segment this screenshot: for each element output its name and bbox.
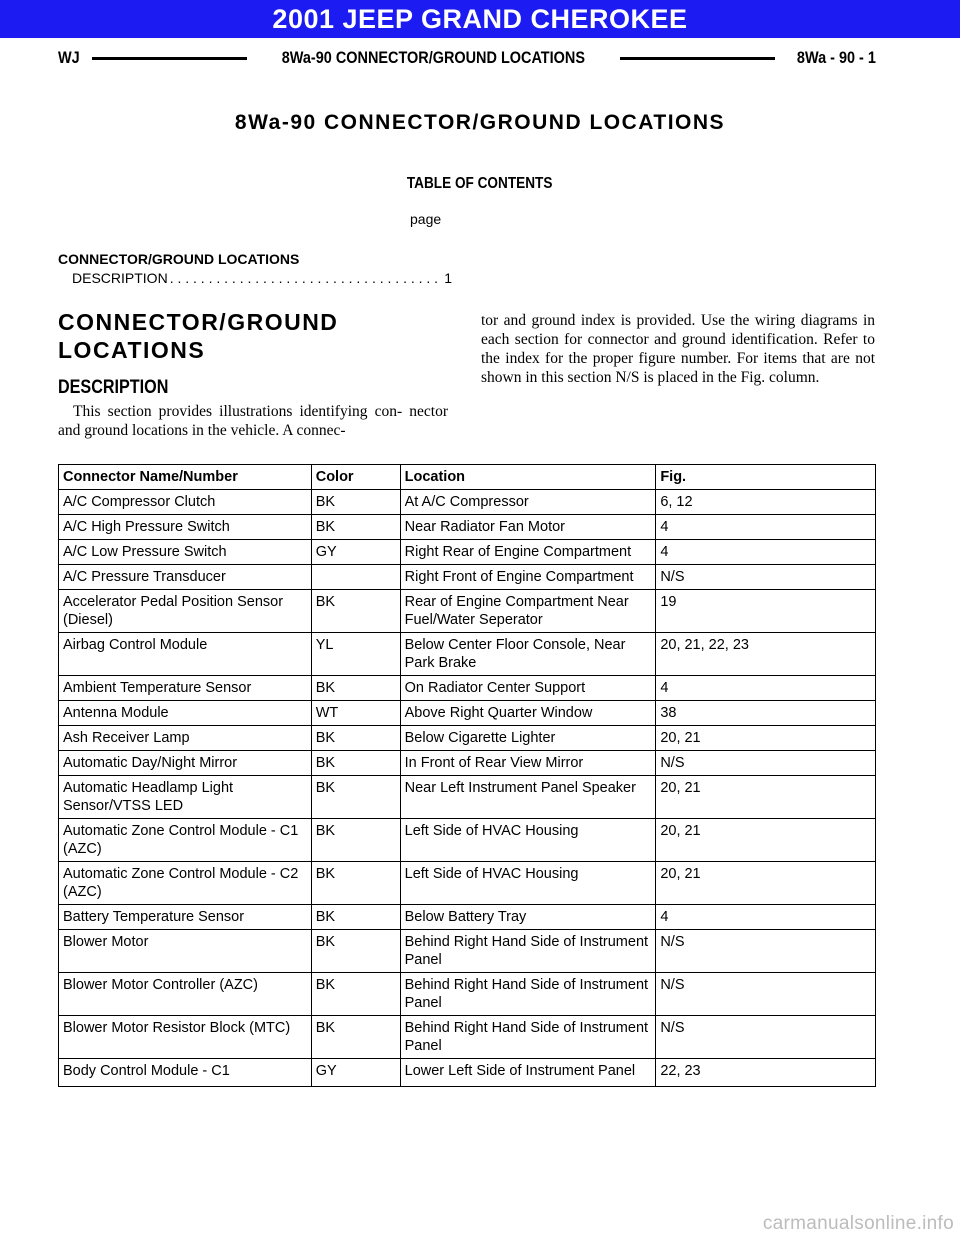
cell-fig: N/S: [656, 1016, 876, 1059]
cell-name: A/C Compressor Clutch: [59, 490, 312, 515]
table-row: [59, 701, 876, 726]
cell-location: Behind Right Hand Side of Instrument Panel: [400, 973, 656, 1016]
toc-entry-page: 1: [444, 270, 452, 286]
cell-name: Body Control Module - C1: [59, 1059, 312, 1087]
cell-color: BK: [311, 751, 400, 776]
cell-name: Blower Motor Resistor Block (MTC): [59, 1016, 312, 1059]
table-header-row: [59, 465, 876, 490]
cell-color: BK: [311, 726, 400, 751]
cell-color: BK: [311, 862, 400, 905]
cell-color: BK: [311, 490, 400, 515]
toc-page-label: page: [410, 211, 442, 227]
description-paragraph-right: tor and ground index is provided. Use the wiring diagrams in each section for connector and ground identification. Refer to the index for the proper figure number. For items that are not shown in this section N/S is placed in the Fig. column.: [481, 312, 875, 386]
cell-location: At A/C Compressor: [400, 490, 656, 515]
cell-color: GY: [311, 1059, 400, 1087]
cell-color: BK: [311, 973, 400, 1016]
cell-location: Below Cigarette Lighter: [400, 726, 656, 751]
table-body: [59, 490, 876, 1087]
table-row: [59, 676, 876, 701]
header-rule-right: [620, 57, 775, 60]
cell-name: A/C High Pressure Switch: [59, 515, 312, 540]
table-row: [59, 751, 876, 776]
cell-fig: 20, 21: [656, 776, 876, 819]
cell-location: Below Center Floor Console, Near Park Brake: [400, 633, 656, 676]
cell-fig: 20, 21: [656, 862, 876, 905]
cell-name: Ambient Temperature Sensor: [59, 676, 312, 701]
cell-name: A/C Pressure Transducer: [59, 565, 312, 590]
table-row: [59, 776, 876, 819]
cell-name: Automatic Day/Night Mirror: [59, 751, 312, 776]
cell-color: GY: [311, 540, 400, 565]
document-title: 8Wa-90 CONNECTOR/GROUND LOCATIONS: [234, 111, 726, 134]
table-row: [59, 590, 876, 633]
section-heading: CONNECTOR/GROUND LOCATIONS: [58, 309, 339, 363]
cell-fig: 6, 12: [656, 490, 876, 515]
cell-fig: 20, 21: [656, 726, 876, 751]
watermark-text: carmanualsonline.info: [762, 1213, 954, 1234]
table-row: [59, 973, 876, 1016]
cell-fig: 4: [656, 540, 876, 565]
cell-color: BK: [311, 515, 400, 540]
cell-color: BK: [311, 676, 400, 701]
table-row: [59, 1016, 876, 1059]
cell-location: Behind Right Hand Side of Instrument Panel: [400, 1016, 656, 1059]
running-header-right: 8Wa - 90 - 1: [797, 48, 876, 67]
cell-location: Near Radiator Fan Motor: [400, 515, 656, 540]
cell-location: On Radiator Center Support: [400, 676, 656, 701]
col-header-fig: Fig.: [656, 465, 876, 490]
table-row: [59, 633, 876, 676]
cell-color: BK: [311, 905, 400, 930]
running-header: [58, 44, 876, 72]
table-row: [59, 930, 876, 973]
col-header-name: Connector Name/Number: [59, 465, 312, 490]
cell-location: Right Front of Engine Compartment: [400, 565, 656, 590]
cell-location: Below Battery Tray: [400, 905, 656, 930]
cell-name: Automatic Zone Control Module - C2 (AZC): [59, 862, 312, 905]
cell-fig: 19: [656, 590, 876, 633]
cell-location: Left Side of HVAC Housing: [400, 862, 656, 905]
cell-fig: 4: [656, 905, 876, 930]
cell-color: YL: [311, 633, 400, 676]
cell-name: A/C Low Pressure Switch: [59, 540, 312, 565]
cell-name: Battery Temperature Sensor: [59, 905, 312, 930]
toc-leader-dots: [170, 270, 443, 286]
cell-fig: 22, 23: [656, 1059, 876, 1087]
cell-fig: 4: [656, 515, 876, 540]
cell-location: Lower Left Side of Instrument Panel: [400, 1059, 656, 1087]
cell-name: Blower Motor Controller (AZC): [59, 973, 312, 1016]
cell-color: WT: [311, 701, 400, 726]
cell-location: Right Rear of Engine Compartment: [400, 540, 656, 565]
cell-name: Automatic Zone Control Module - C1 (AZC): [59, 819, 312, 862]
cell-name: Ash Receiver Lamp: [59, 726, 312, 751]
table-row: [59, 1059, 876, 1087]
running-header-center: 8Wa-90 CONNECTOR/GROUND LOCATIONS: [281, 48, 585, 67]
cell-location: In Front of Rear View Mirror: [400, 751, 656, 776]
cell-color: BK: [311, 590, 400, 633]
table-row: [59, 819, 876, 862]
connector-table: [58, 464, 876, 1087]
table-row: [59, 515, 876, 540]
table-row: [59, 540, 876, 565]
toc-heading: [0, 175, 960, 193]
table-row: [59, 726, 876, 751]
running-header-left: WJ: [58, 48, 80, 67]
cell-name: Airbag Control Module: [59, 633, 312, 676]
table-row: [59, 905, 876, 930]
table-row: [59, 862, 876, 905]
table-row: [59, 490, 876, 515]
cell-fig: N/S: [656, 973, 876, 1016]
toc-entry-label: DESCRIPTION: [72, 270, 168, 286]
cell-fig: N/S: [656, 565, 876, 590]
cell-color: BK: [311, 776, 400, 819]
page-banner: 2001 JEEP GRAND CHEROKEE: [0, 0, 960, 38]
table-row: [59, 565, 876, 590]
subsection-heading-text: DESCRIPTION: [58, 377, 169, 398]
description-paragraph-left: This section provides illustrations identifying con- nector and ground locations in the vehicle. A connec-: [58, 403, 448, 439]
cell-name: Automatic Headlamp Light Sensor/VTSS LED: [59, 776, 312, 819]
cell-location: Near Left Instrument Panel Speaker: [400, 776, 656, 819]
col-header-location: Location: [400, 465, 656, 490]
cell-name: Antenna Module: [59, 701, 312, 726]
cell-location: Behind Right Hand Side of Instrument Panel: [400, 930, 656, 973]
cell-color: BK: [311, 930, 400, 973]
cell-fig: N/S: [656, 930, 876, 973]
cell-name: Accelerator Pedal Position Sensor (Diesel): [59, 590, 312, 633]
cell-fig: N/S: [656, 751, 876, 776]
cell-color: BK: [311, 819, 400, 862]
cell-color: [311, 565, 400, 590]
cell-name: Blower Motor: [59, 930, 312, 973]
cell-fig: 20, 21, 22, 23: [656, 633, 876, 676]
cell-color: BK: [311, 1016, 400, 1059]
cell-fig: 4: [656, 676, 876, 701]
cell-location: Above Right Quarter Window: [400, 701, 656, 726]
cell-location: Rear of Engine Compartment Near Fuel/Water Seperator: [400, 590, 656, 633]
header-rule-left: [92, 57, 247, 60]
cell-location: Left Side of HVAC Housing: [400, 819, 656, 862]
cell-fig: 38: [656, 701, 876, 726]
toc-entry-description[interactable]: [72, 270, 452, 286]
toc-heading-text: TABLE OF CONTENTS: [407, 175, 553, 192]
toc-section: CONNECTOR/GROUND LOCATIONS: [58, 251, 300, 267]
col-header-color: Color: [311, 465, 400, 490]
subsection-heading: [58, 377, 188, 399]
cell-fig: 20, 21: [656, 819, 876, 862]
